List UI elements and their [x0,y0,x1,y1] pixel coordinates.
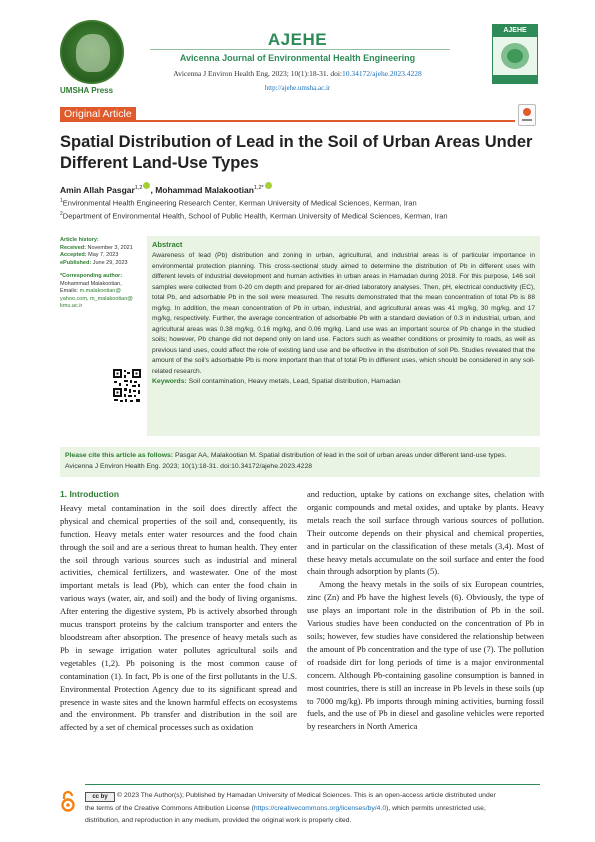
author-affiliation-sup: 1,2 [134,185,143,191]
license-line: © 2023 The Author(s); Published by Hamadan University of Medical Sciences. This is an open-access article distributed under [117,792,496,799]
orcid-icon[interactable] [143,182,150,189]
email-links[interactable]: m.malakootian@ yahoo.com, m_malakootian@ kmu.ac.ir [60,288,133,309]
email-label: Emails: [60,288,79,294]
article-type-badge: Original Article [60,107,136,121]
qr-code-icon[interactable] [112,368,142,404]
article-type-rule [60,120,515,122]
journal-cover-icon [492,24,538,84]
license-url-link[interactable]: https://creativecommons.org/licenses/by/4.0 [253,804,387,812]
article-history-heading: Article history: [60,237,99,243]
article-title: Spatial Distribution of Lead in the Soil of Urban Areas Under Different Land-Use Types [60,133,533,172]
keywords [152,377,535,387]
affiliation [60,198,540,208]
orcid-icon[interactable] [265,182,272,189]
journal-header [0,0,595,104]
journal-abbreviation: AJEHE [267,30,328,49]
keywords-label: Keywords: [152,378,187,385]
abstract-heading: Abstract [152,240,183,249]
received-date: November 3, 2021 [87,244,133,251]
cite-as-box [60,447,540,477]
abstract-text: Awareness of lead (Pb) distribution and zoning in urban, agricultural, and industrial areas is of particular importance in environmental protection planning. This cross-sectional study aimed to determine the distribution of Pb in different uses with different levels of industrial development and human activities in urban areas in Hamadan during 2018. For this purpose, 146 soil samples were collected from 0-20 cm depth and prepared for air-dried laboratory analyses. Then, pH, electrical conductivity (EC), total Pb, and adsorbable Pb in the soil were measured. The results demonstrated that the mean concentration of total Pb is 88 mg/kg. In addition, the mean concentration of Pb in urban, industrial, and agricultural areas was 41 mg/kg, 30 mg/kg, and 17 mg/kg, respectively. Further, the average concentration of adsorbable Pb with a standard deviation of 0.3 in industrial, urban, and agricultural areas was 0.38 mg/kg, 0.16 mg/kg, and 0.06 mg/kg. Land use was an important source of Pb change in the studied soils; however, Pb change did not depend only on land use. Factors such as weather conditions or proximity to roads, as well as previous land uses, could affect the role of existing land use and be effective in the distribution of soil Pb. Studies revealed that the amount of the soil's adsorbable Pb is more important than that of total Pb in different uses, which should be considered in any soil-related research. [152,252,535,375]
body-paragraph: and reduction, uptake by cations on exchange sites, chelation with organic compounds and metal oxides, and uptake by plants. Heavy metals reach the soil surface through various sources of pollution. Their outcome depends on their physical and chemical properties, and in particular on the classification of these metals (3,4). Most of these heavy metals accumulate on the soil surface and enter the food chain through adsorption by plants (5). [307,489,544,577]
accepted-date: May 7, 2023 [88,252,119,258]
affiliation [60,211,540,221]
header-rule [150,49,450,50]
body-column-left [60,488,297,734]
journal-name: Avicenna Journal of Environmental Health Engineering [179,53,416,63]
corresponding-name: Mohammad Malakootian, [60,280,122,287]
keywords-text: Soil contamination, Heavy metals, Lead, Spatial distribution, Hamadan [188,378,401,385]
affiliation-text: Environmental Health Engineering Research Center, Kerman University of Medical Sciences, Kerman, Iran [62,198,417,208]
epublished-date: June 29, 2023 [92,259,128,266]
section-heading: 1. Introduction [60,489,120,499]
journal-url-link[interactable]: http://ajehe.umsha.ac.ir [264,84,331,92]
author-name: Amin Allah Pasgar [60,184,135,195]
author-name: Mohammad Malakootian [155,184,254,195]
affiliation-number: 1 [60,198,63,204]
body-column-right [307,488,544,733]
accepted-label: Accepted: [60,252,87,258]
received-label: Received: [60,244,86,251]
check-for-updates-icon[interactable] [518,104,536,126]
license-text [85,790,540,828]
article-history [60,237,142,267]
license-line: ), which permits unrestricted use, [386,804,486,812]
corresponding-heading: *Corresponding author: [60,273,123,279]
abstract-box [147,236,540,436]
cite-label: Please cite this article as follows: [65,452,174,459]
affiliation-number: 2 [60,211,63,217]
cite-text: Pasgar AA, Malakootian M. Spatial distribution of lead in the soil of urban areas under different land-use types. Avicenna J Environ Health Eng. 2023; 10(1):18-31. doi:10.34172/ajehe.2023.4228 [65,452,507,470]
author-affiliation-sup: 1,2* [253,185,264,191]
body-paragraph: Heavy metal contamination in the soil does directly affect the physical and chemical properties of the soil and, consequently, its function. Heavy metals enter water resources and the food chain through the soil and are a serious threat to human health. They enter the soil through various sources such as industrial and mineral activities, chemical fertilizers, and wastewater. One of the most important metals is lead (Pb), which can enter the food chain in various ways (water, air, and soil) and the body of living organisms. After entering the digestive system, Pb is actively absorbed through mucus transport proteins by the calcium transporter and enters the bloodstream after absorption. The presence of heavy metals such as Pb in sewage irrigation water pollutes agricultural soils and vegetables (1,2). Pb poisoning is the most common cause of contamination (1). In fact, Pb is one of the first pollutants in the U.S. Environmental Protection Agency due to its significant spread and presence in waste sites and the known harmful effects on ecosystems and the environment. Pb transfer and distribution in the soil are affected by a set of chemical processes such as oxidation [60,502,297,733]
epublished-label: ePublished: [60,259,92,266]
corresponding-author [60,273,142,311]
affiliation-text: Department of Environmental Health, School of Public Health, Kerman University of Medical Sciences, Kerman, Iran [62,211,448,221]
author-list: Amin Allah Pasgar$^{1,2}$ , Mohammad Malakootian$^{1,2*}$ [60,182,540,195]
license-line: the terms of the Creative Commons Attribution License ( [85,804,254,812]
citation-prefix: Avicenna J Environ Health Eng, 2023; 10(1):18-31. doi: [173,69,342,78]
license-line: distribution, and reproduction in any medium, provided the original work is properly cited. [85,817,352,824]
open-access-icon [60,790,76,812]
publisher-label: UMSHA Press [60,86,114,95]
body-paragraph: Among the heavy metals in the soils of six European countries, zinc (Zn) and Pb have the highest levels (6). Obviously, the type of use plays an important role in the distribution of Pb in the soil. Various studies have been conducted on the concentration of Pb in soils; however, few studies have considered the relationship between the amount of Pb concentration and the type of use (7). The pollution of roadside dirt for long periods of time is a major environmental concern. Although Pb-containing gasoline consumption is banned in most countries, there is still an increase in Pb levels in these soils (up to 7000 mg/kg). Pb imports through mining activities, burning fossil fuels, and the use of Pb in diesel and gasoline vehicles were reported by researchers in North America [307,579,544,732]
doi-link[interactable]: 10.34172/ajehe.2023.4228 [342,69,422,78]
cc-license-badge[interactable]: cc by [85,792,115,802]
footer-rule [85,784,540,785]
article-info-column [60,237,142,317]
cover-label: AJEHE [493,25,537,37]
